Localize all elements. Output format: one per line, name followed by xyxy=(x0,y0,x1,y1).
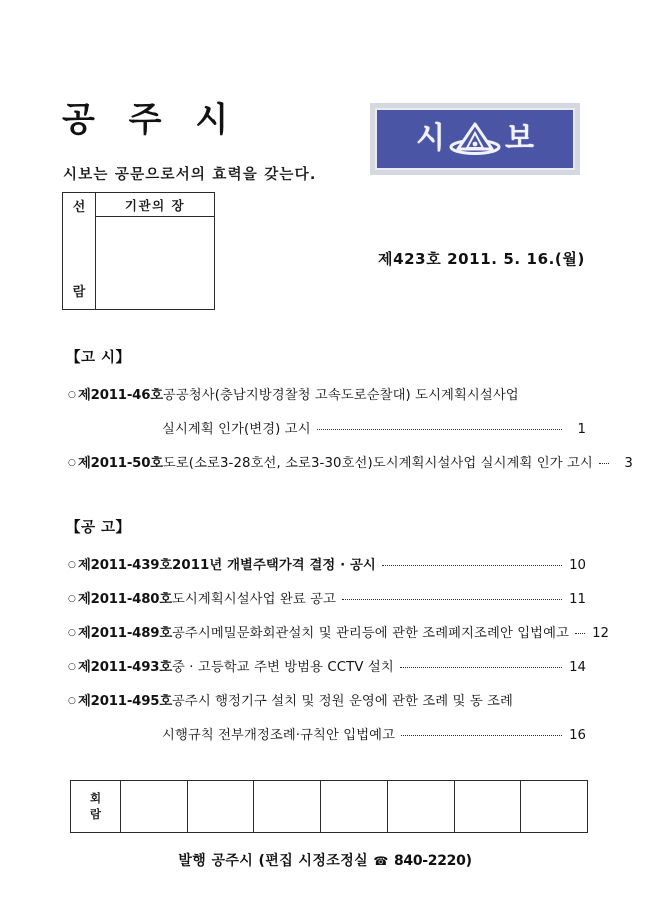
entry-leader-dots xyxy=(382,557,562,569)
logo-char-left: 시 xyxy=(416,121,445,156)
entry-title: 도로(소로3-28호선, 소로3-30호선)도시계획시설사업 실시계획 인가 고시 xyxy=(162,456,593,471)
entry-page-number: 11 xyxy=(569,592,586,607)
entry-leader-dots xyxy=(342,591,562,603)
telephone-icon: ☎ xyxy=(373,854,389,868)
entry-bullet-icon: ○ xyxy=(68,594,76,604)
entry-bullet-icon: ○ xyxy=(68,390,76,400)
toc-entry[interactable] xyxy=(68,622,610,644)
toc-entry-continuation[interactable] xyxy=(68,418,586,440)
entry-document-number: 제2011-493호 xyxy=(78,660,172,675)
logo-inner-panel xyxy=(375,108,575,170)
toc-entry[interactable] xyxy=(68,384,586,406)
toc-entry[interactable] xyxy=(68,588,586,610)
circulation-blank-cell[interactable] xyxy=(388,781,455,832)
entry-bullet-icon: ○ xyxy=(68,696,76,706)
entry-document-number: 제2011-480호 xyxy=(78,592,172,607)
logo-char-right: 보 xyxy=(505,121,534,156)
entry-leader-dots xyxy=(317,421,562,433)
circulation-label-cell xyxy=(71,781,121,832)
footer-publisher-text: 발행 공주시 (편집 시정조정실 xyxy=(178,853,369,869)
entry-title-continued: 실시계획 인가(변경) 고시 xyxy=(162,422,311,437)
entry-leader-dots xyxy=(400,659,562,671)
circulation-blank-cell[interactable] xyxy=(121,781,188,832)
approval-label-column xyxy=(63,193,96,309)
circulation-blank-cell[interactable] xyxy=(321,781,388,832)
circulation-table xyxy=(70,780,588,833)
toc-entry[interactable] xyxy=(68,690,586,712)
entry-bullet-icon: ○ xyxy=(68,458,76,468)
entry-bullet-icon: ○ xyxy=(68,628,76,638)
mountain-emblem-icon xyxy=(449,119,501,159)
entry-title: 공주시메밀문화회관설치 및 관리등에 관한 조례폐지조례안 입법예고 xyxy=(171,626,570,641)
toc-entry-continuation[interactable] xyxy=(68,724,586,746)
entry-page-number: 12 xyxy=(592,626,610,641)
entry-page-number: 16 xyxy=(569,728,586,743)
circulation-blank-cell[interactable] xyxy=(455,781,522,832)
circulation-label-bottom: 람 xyxy=(89,806,102,821)
circulation-blank-cell[interactable] xyxy=(521,781,587,832)
footer-phone-number: 840-2220) xyxy=(393,853,472,869)
toc-entry[interactable] xyxy=(68,452,633,474)
toc-entry[interactable] xyxy=(68,656,586,678)
entry-leader-dots xyxy=(575,625,585,637)
entry-leader-dots xyxy=(599,455,609,467)
entry-page-number: 1 xyxy=(577,422,586,437)
entry-document-number: 제2011-439호 xyxy=(78,558,172,573)
entry-page-number: 10 xyxy=(569,558,586,573)
entry-document-number: 제2011-489호 xyxy=(78,626,172,641)
approval-signature-area xyxy=(96,217,214,309)
issue-number-date: 제423호 2011. 5. 16.(월) xyxy=(378,250,585,268)
entry-title-continued: 시행규칙 전부개정조례·규칙안 입법예고 xyxy=(162,728,396,743)
footer-publisher xyxy=(0,850,650,870)
entry-page-number: 3 xyxy=(624,456,633,471)
effect-statement: 시보는 공문으로서의 효력을 갖는다. xyxy=(63,167,317,183)
entry-title: 2011년 개별주택가격 결정 · 공시 xyxy=(171,558,376,573)
section-heading-gonggo: 【공 고】 xyxy=(66,520,131,536)
approval-box xyxy=(62,192,215,310)
entry-title: 중 · 고등학교 주변 방범용 CCTV 설치 xyxy=(171,660,394,675)
gazette-logo xyxy=(370,103,580,175)
approval-label-bottom: 람 xyxy=(72,285,86,300)
circulation-blank-cell[interactable] xyxy=(188,781,255,832)
entry-document-number: 제2011-46호 xyxy=(78,388,163,403)
circulation-blank-cell[interactable] xyxy=(254,781,321,832)
approval-signature-column xyxy=(96,193,214,309)
entry-title: 공공청사(충남지방경찰청 고속도로순찰대) 도시계획시설사업 xyxy=(162,388,519,403)
page-title: 공 주 시 xyxy=(62,100,240,140)
approval-header: 기관의 장 xyxy=(96,193,214,217)
entry-title: 도시계획시설사업 완료 공고 xyxy=(171,592,336,607)
entry-title: 공주시 행정기구 설치 및 정원 운영에 관한 조례 및 동 조례 xyxy=(171,694,513,709)
entry-bullet-icon: ○ xyxy=(68,662,76,672)
entry-document-number: 제2011-50호 xyxy=(78,456,163,471)
approval-label-top: 선 xyxy=(72,200,86,215)
entry-page-number: 14 xyxy=(569,660,586,675)
entry-document-number: 제2011-495호 xyxy=(78,694,172,709)
entry-bullet-icon: ○ xyxy=(68,560,76,570)
entry-leader-dots xyxy=(401,727,562,739)
section-heading-gosi: 【고 시】 xyxy=(66,350,131,366)
toc-entry[interactable] xyxy=(68,554,586,576)
circulation-label-top: 회 xyxy=(89,790,102,805)
